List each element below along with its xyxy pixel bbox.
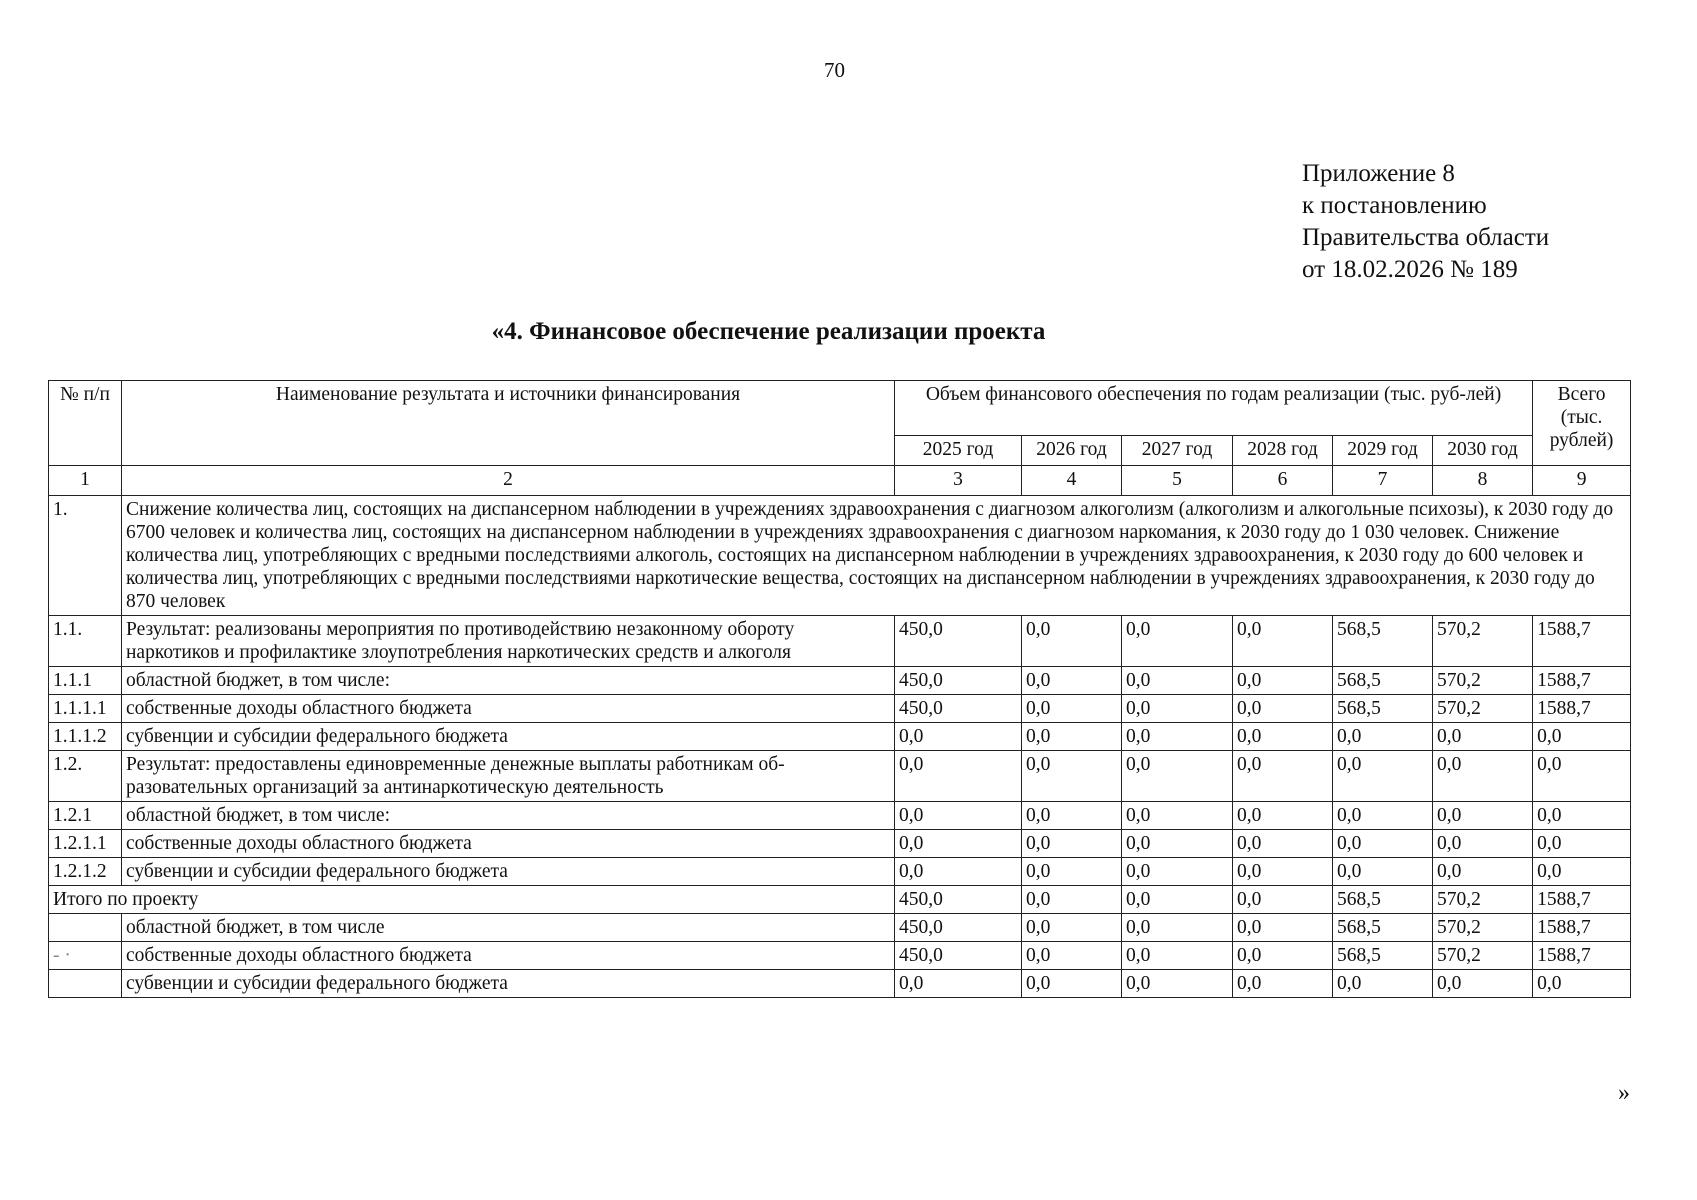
row-value: 1588,7 (1533, 616, 1631, 667)
row-num: 1.1.1.1 (49, 695, 122, 723)
row-value: 0,0 (1433, 751, 1533, 802)
total-value: 570,2 (1433, 886, 1533, 914)
row-value: 0,0 (1233, 858, 1333, 886)
row-value: 0,0 (1533, 858, 1631, 886)
header-total: Всего (тыс. рублей) (1533, 381, 1631, 466)
total-sub-name: собственные доходы областного бюджета (122, 942, 895, 970)
row-value: 0,0 (1333, 830, 1433, 858)
total-row (49, 886, 1631, 914)
row-value: 0,0 (895, 751, 1022, 802)
row-value: 0,0 (1233, 802, 1333, 830)
row-value: 0,0 (1233, 830, 1333, 858)
task-row (49, 496, 1631, 616)
total-sub-name: субвенции и субсидии федерального бюджета (122, 970, 895, 998)
row-value: 0,0 (1022, 616, 1122, 667)
header-name: Наименование результата и источники финансирования (122, 381, 895, 466)
table-row (49, 695, 1631, 723)
row-value: 0,0 (1233, 616, 1333, 667)
row-value: 0,0 (895, 802, 1022, 830)
row-num: 1.2.1.2 (49, 858, 122, 886)
col-number: 8 (1433, 466, 1533, 496)
row-value: 1588,7 (1533, 667, 1631, 695)
header-year-2029: 2029 год (1333, 436, 1433, 466)
total-sub-value: 0,0 (1233, 942, 1333, 970)
total-sub-row (49, 914, 1631, 942)
row-num: 1.2.1 (49, 802, 122, 830)
total-sub-value: 570,2 (1433, 942, 1533, 970)
closing-quote: » (1618, 1080, 1630, 1106)
header-year-2027: 2027 год (1122, 436, 1233, 466)
header-num: № п/п (49, 381, 122, 466)
table-task (49, 496, 1631, 616)
row-value: 0,0 (1122, 858, 1233, 886)
total-sub-value: 0,0 (1022, 970, 1122, 998)
total-value: 0,0 (1233, 886, 1333, 914)
row-value: 1588,7 (1533, 695, 1631, 723)
col-number: 7 (1333, 466, 1433, 496)
row-name: Результат: предоставлены единовременные денежные выплаты работникам об-разовательных организаций за антинаркотическую деятельность (122, 751, 895, 802)
row-value: 0,0 (1533, 751, 1631, 802)
row-value: 0,0 (1122, 751, 1233, 802)
total-label: Итого по проекту (49, 886, 895, 914)
row-value: 0,0 (1533, 830, 1631, 858)
row-name: собственные доходы областного бюджета (122, 830, 895, 858)
total-sub-value: 450,0 (895, 914, 1022, 942)
row-value: 570,2 (1433, 695, 1533, 723)
total-sub-value: 0,0 (1333, 970, 1433, 998)
task-text: Снижение количества лиц, состоящих на диспансерном наблюдении в учреждениях здравоохранения с диагнозом алкоголизм (алкоголизм и алкогольные психозы), к 2030 году до 6700 человек и количества лиц, состоящих на диспансерном наблюдении в учреждениях здравоохранения с диагнозом наркомания, к 2030 году до 1 030 человек. Снижение количества лиц, употребляющих с вредными последствиями алкоголь, состоящих на диспансерном наблюдении в учреждениях здравоохранения, к 2030 году до 600 человек и количества лиц, употребляющих с вредными последствиями наркотические вещества, состоящих на диспансерном наблюдении в учреждениях здравоохранения, к 2030 году до 870 человек (122, 496, 1631, 616)
table-header (49, 381, 1631, 496)
appendix-line-4: от 18.02.2026 № 189 (1302, 256, 1518, 283)
col-number: 6 (1233, 466, 1333, 496)
row-value: 0,0 (1533, 723, 1631, 751)
row-num: 1.1.1.2 (49, 723, 122, 751)
row-value: 0,0 (1022, 667, 1122, 695)
header-year-2030: 2030 год (1433, 436, 1533, 466)
total-sub-value: 1588,7 (1533, 914, 1631, 942)
row-value: 0,0 (1022, 751, 1122, 802)
page-number: 70 (824, 58, 845, 82)
total-sub-value: 568,5 (1333, 942, 1433, 970)
row-num: 1.2.1.1 (49, 830, 122, 858)
table-row (49, 830, 1631, 858)
row-value: 570,2 (1433, 667, 1533, 695)
total-sub-value: 1588,7 (1533, 942, 1631, 970)
row-value: 0,0 (1433, 830, 1533, 858)
total-sub-value: 0,0 (895, 970, 1022, 998)
total-sub-value: 0,0 (1022, 914, 1122, 942)
row-value: 0,0 (895, 723, 1022, 751)
total-sub-value: 450,0 (895, 942, 1022, 970)
total-sub-blank (49, 942, 122, 970)
financing-table (48, 380, 1631, 998)
row-value: 570,2 (1433, 616, 1533, 667)
header-year-2026: 2026 год (1022, 436, 1122, 466)
row-value: 0,0 (1233, 751, 1333, 802)
table-total-rows (49, 886, 1631, 998)
table-row (49, 751, 1631, 802)
total-sub-value: 0,0 (1022, 942, 1122, 970)
row-value: 0,0 (1122, 667, 1233, 695)
appendix-line-3: Правительства области (1302, 224, 1550, 251)
row-value: 0,0 (1122, 802, 1233, 830)
row-value: 450,0 (895, 667, 1022, 695)
row-name: собственные доходы областного бюджета (122, 695, 895, 723)
total-sub-value: 570,2 (1433, 914, 1533, 942)
total-value: 568,5 (1333, 886, 1433, 914)
table-row (49, 616, 1631, 667)
column-number-row (49, 466, 1631, 496)
total-sub-value: 568,5 (1333, 914, 1433, 942)
total-sub-value: 0,0 (1122, 942, 1233, 970)
row-value: 0,0 (1022, 723, 1122, 751)
total-sub-value: 0,0 (1122, 970, 1233, 998)
total-sub-value: 0,0 (1233, 914, 1333, 942)
col-number: 3 (895, 466, 1022, 496)
total-value: 0,0 (1022, 886, 1122, 914)
row-value: 450,0 (895, 695, 1022, 723)
row-value: 0,0 (1433, 858, 1533, 886)
row-name: областной бюджет, в том числе: (122, 802, 895, 830)
col-number: 5 (1122, 466, 1233, 496)
total-value: 450,0 (895, 886, 1022, 914)
row-value: 0,0 (1022, 802, 1122, 830)
row-value: 0,0 (1022, 830, 1122, 858)
row-name: субвенции и субсидии федерального бюджета (122, 858, 895, 886)
section-title: «4. Финансовое обеспечение реализации проекта (491, 318, 1046, 345)
row-value: 0,0 (1122, 695, 1233, 723)
total-sub-name: областной бюджет, в том числе (122, 914, 895, 942)
header-volume: Объем финансового обеспечения по годам реализации (тыс. руб-лей) (895, 381, 1533, 436)
header-year-2028: 2028 год (1233, 436, 1333, 466)
task-num: 1. (49, 496, 122, 616)
row-name: субвенции и субсидии федерального бюджета (122, 723, 895, 751)
row-num: 1.2. (49, 751, 122, 802)
row-value: 450,0 (895, 616, 1022, 667)
total-value: 0,0 (1122, 886, 1233, 914)
row-value: 0,0 (1022, 858, 1122, 886)
row-value: 0,0 (1122, 723, 1233, 751)
row-value: 0,0 (1122, 616, 1233, 667)
total-sub-row (49, 942, 1631, 970)
row-value: 0,0 (1433, 723, 1533, 751)
row-value: 0,0 (1333, 858, 1433, 886)
row-name: областной бюджет, в том числе: (122, 667, 895, 695)
row-value: 568,5 (1333, 616, 1433, 667)
row-num: 1.1.1 (49, 667, 122, 695)
row-value: 0,0 (1122, 830, 1233, 858)
appendix-line-1: Приложение 8 (1302, 160, 1455, 187)
total-sub-row (49, 970, 1631, 998)
table-row (49, 723, 1631, 751)
appendix-block (1302, 158, 1549, 286)
row-value: 0,0 (1233, 667, 1333, 695)
row-value: 0,0 (1433, 802, 1533, 830)
total-sub-value: 0,0 (1233, 970, 1333, 998)
row-value: 0,0 (1333, 723, 1433, 751)
row-value: 568,5 (1333, 695, 1433, 723)
col-number: 1 (49, 466, 122, 496)
row-value: 0,0 (1233, 695, 1333, 723)
header-year-2025: 2025 год (895, 436, 1022, 466)
table-row (49, 802, 1631, 830)
row-num: 1.1. (49, 616, 122, 667)
row-value: 0,0 (1533, 802, 1631, 830)
total-sub-value: 0,0 (1533, 970, 1631, 998)
total-sub-blank (49, 914, 122, 942)
table-rows (49, 616, 1631, 886)
row-value: 568,5 (1333, 667, 1433, 695)
row-value: 0,0 (1333, 751, 1433, 802)
table-row (49, 858, 1631, 886)
total-value: 1588,7 (1533, 886, 1631, 914)
row-name: Результат: реализованы мероприятия по противодействию незаконному обороту наркотиков и профилактике злоупотребления наркотических средств и алкоголя (122, 616, 895, 667)
row-value: 0,0 (895, 858, 1022, 886)
stray-mark: - · (53, 945, 71, 966)
col-number: 2 (122, 466, 895, 496)
col-number: 9 (1533, 466, 1631, 496)
row-value: 0,0 (1022, 695, 1122, 723)
appendix-line-2: к постановлению (1302, 192, 1487, 219)
total-sub-blank (49, 970, 122, 998)
section-title-wrap (0, 318, 1697, 346)
total-sub-value: 0,0 (1122, 914, 1233, 942)
row-value: 0,0 (895, 830, 1022, 858)
col-number: 4 (1022, 466, 1122, 496)
row-value: 0,0 (1233, 723, 1333, 751)
table-row (49, 667, 1631, 695)
row-value: 0,0 (1333, 802, 1433, 830)
total-sub-value: 0,0 (1433, 970, 1533, 998)
